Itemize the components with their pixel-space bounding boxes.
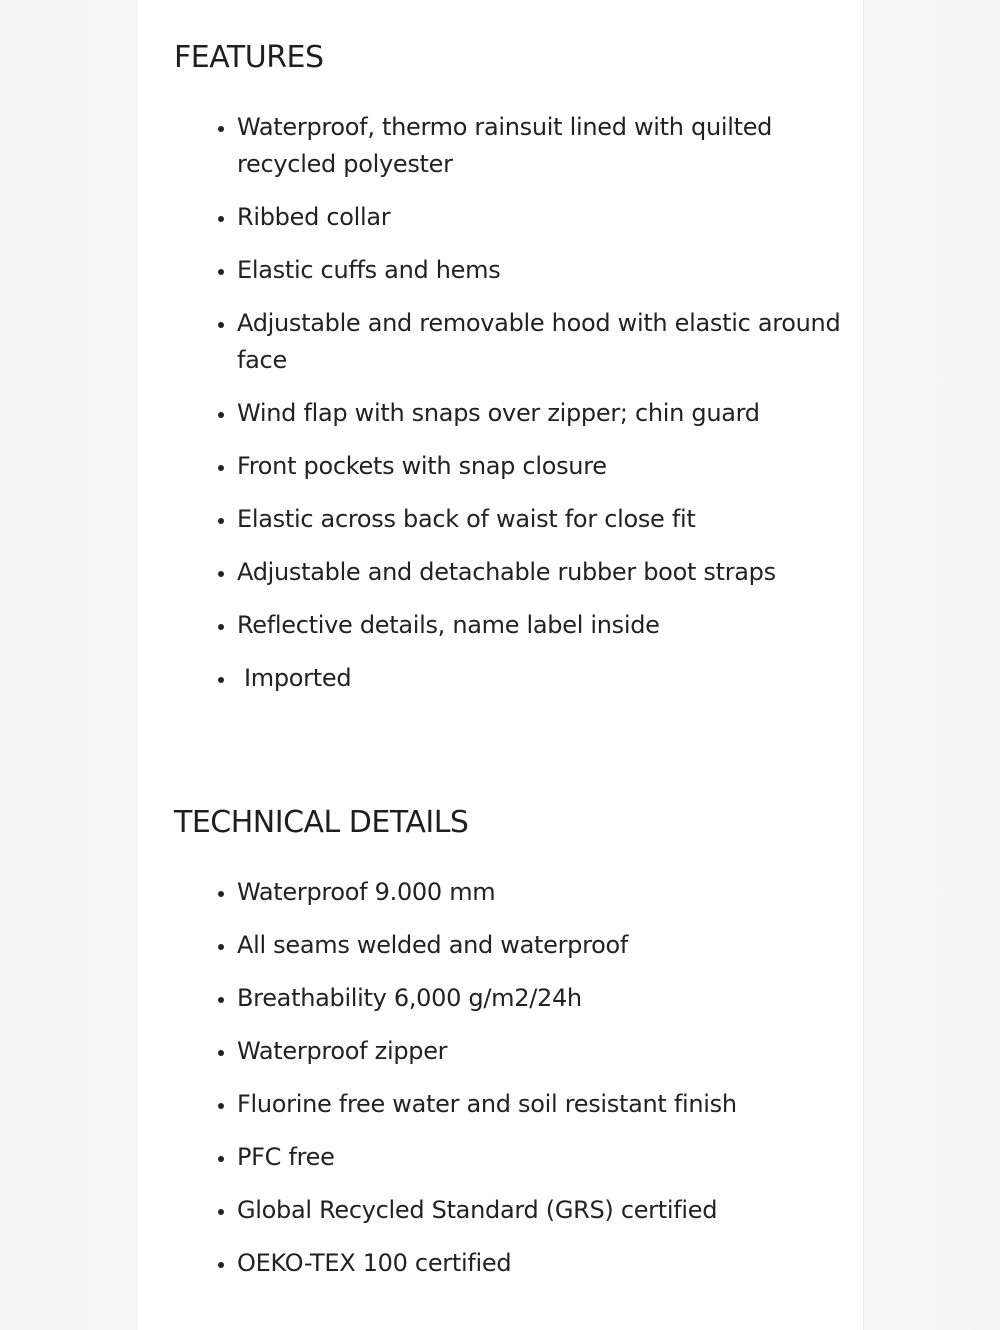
list-item (174, 1139, 854, 1176)
list-item-text: All seams welded and waterproof (237, 931, 629, 959)
list-item-text: Front pockets with snap closure (237, 452, 607, 480)
list-item (174, 305, 854, 379)
features-heading: FEATURES (174, 40, 324, 75)
bullet-icon (218, 571, 224, 577)
list-item (174, 448, 854, 485)
technical-details-heading: TECHNICAL DETAILS (174, 805, 469, 840)
bullet-icon (218, 322, 224, 328)
bullet-icon (218, 624, 224, 630)
list-item-text: Reflective details, name label inside (237, 611, 660, 639)
bullet-icon (218, 997, 224, 1003)
list-item-text: Breathability 6,000 g/m2/24h (237, 984, 582, 1012)
list-item (174, 1192, 854, 1229)
list-item-text: Waterproof zipper (237, 1037, 448, 1065)
bullet-icon (218, 944, 224, 950)
list-item-text: Waterproof, thermo rainsuit lined with quilted recycled polyester (237, 113, 773, 178)
list-item-text: Imported (244, 664, 352, 692)
technical-details-section (174, 803, 854, 1298)
list-item (174, 1245, 854, 1282)
bullet-icon (218, 1156, 224, 1162)
list-item-text: Wind flap with snaps over zipper; chin guard (237, 399, 760, 427)
list-item (174, 554, 854, 591)
list-item (174, 252, 854, 289)
bullet-icon (218, 891, 224, 897)
list-item (174, 607, 854, 644)
list-item-text: PFC free (237, 1143, 335, 1171)
list-item (174, 927, 854, 964)
features-list (174, 109, 854, 697)
list-item-text: Ribbed collar (237, 203, 391, 231)
list-item-text: OEKO-TEX 100 certified (237, 1249, 512, 1277)
bullet-icon (218, 412, 224, 418)
bullet-icon (218, 1103, 224, 1109)
list-item (174, 501, 854, 538)
page-background-left (0, 0, 138, 1330)
bullet-icon (218, 465, 224, 471)
list-item-text: Waterproof 9.000 mm (237, 878, 496, 906)
bullet-icon (218, 1050, 224, 1056)
list-item (174, 1086, 854, 1123)
list-item (174, 109, 854, 183)
features-section (174, 38, 854, 713)
list-item (174, 660, 854, 697)
product-description-panel (138, 0, 863, 1330)
bullet-icon (218, 269, 224, 275)
list-item (174, 980, 854, 1017)
list-item (174, 395, 854, 432)
bullet-icon (218, 677, 224, 683)
bullet-icon (218, 518, 224, 524)
page-background-right (863, 0, 1000, 1330)
list-item-text: Fluorine free water and soil resistant finish (237, 1090, 737, 1118)
list-item (174, 874, 854, 911)
list-item-text: Elastic across back of waist for close fit (237, 505, 696, 533)
list-item-text: Adjustable and removable hood with elastic around face (237, 309, 841, 374)
bullet-icon (218, 216, 224, 222)
bullet-icon (218, 126, 224, 132)
technical-details-list (174, 874, 854, 1282)
bullet-icon (218, 1209, 224, 1215)
bullet-icon (218, 1262, 224, 1268)
list-item-text: Adjustable and detachable rubber boot straps (237, 558, 776, 586)
list-item-text: Global Recycled Standard (GRS) certified (237, 1196, 718, 1224)
list-item-text: Elastic cuffs and hems (237, 256, 501, 284)
list-item (174, 199, 854, 236)
list-item (174, 1033, 854, 1070)
